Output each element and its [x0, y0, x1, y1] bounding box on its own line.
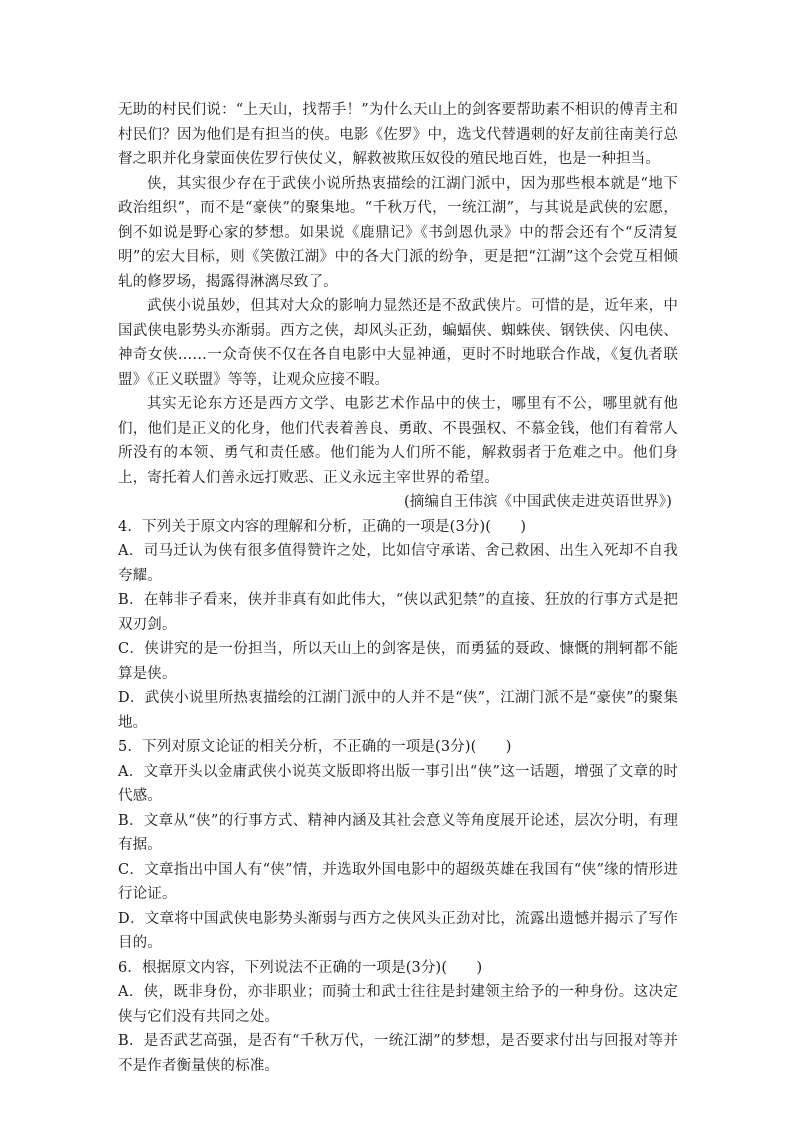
passage-paragraph-2: 侠，其实很少存在于武侠小说所热衷描绘的江湖门派中，因为那些根本就是“地下政治组织”，而不是“豪侠”的聚集地。“千秋万代，一统江湖”，与其说是武侠的宏愿，倒不如说是野心家的梦想。如果说《鹿鼎记》《书剑恩仇录》中的帮会还有个“反清复明”的宏大目标，则《笑傲江湖》中的各大门派的纷争，更是把“江湖”这个会党互相倾轧的修罗场，揭露得淋漓尽致了。	[118, 175, 678, 290]
question-6	[118, 956, 678, 1079]
question-6-option-a: A．侠，既非身份，亦非职业；而骑士和武士往往是封建领主给予的一种身份。这决定侠与它们没有共同之处。	[118, 984, 678, 1025]
question-4-option-c: C．侠讲究的是一份担当，所以天山上的剑客是侠，而勇猛的聂政、慷慨的荆轲都不能算是侠。	[118, 641, 678, 682]
question-6-option-b: B．是否武艺高强，是否有“千秋万代，一统江湖”的梦想，是否要求付出与回报对等并不是作者衡量侠的标准。	[118, 1033, 678, 1074]
question-5-option-c: C．文章指出中国人有“侠”情，并选取外国电影中的超级英雄在我国有“侠”缘的情形进行论证。	[118, 861, 678, 902]
passage-paragraph-3: 武侠小说虽妙，但其对大众的影响力显然还是不敌武侠片。可惜的是，近年来，中国武侠电影势头亦渐弱。西方之侠，却风头正劲，蝙蝠侠、蜘蛛侠、钢铁侠、闪电侠、神奇女侠……一众奇侠不仅在各自电影中大显神通，更时不时地联合作战，《复仇者联盟》《正义联盟》等等，让观众应接不暇。	[118, 298, 678, 388]
question-4-option-d: D．武侠小说里所热衷描绘的江湖门派中的人并不是“侠”，江湖门派不是“豪侠”的聚集地。	[118, 690, 678, 731]
passage-paragraph-1: 无助的村民们说：“上天山，找帮手！”为什么天山上的剑客要帮助素不相识的傅青主和村民们？因为他们是有担当的侠。电影《佐罗》中，选戈代替遇刺的好友前往南美行总督之职并化身蒙面侠佐罗行侠仗义，解救被欺压奴役的殖民地百姓，也是一种担当。	[118, 102, 678, 167]
question-5-option-a: A．文章开头以金庸武侠小说英文版即将出版一事引出“侠”这一话题，增强了文章的时代感。	[118, 763, 678, 804]
question-5-option-b: B．文章从“侠”的行事方式、精神内涵及其社会意义等角度展开论述，层次分明，有理有据。	[118, 812, 678, 853]
passage-source: (摘编自王伟滨《中国武侠走进英语世界》)	[403, 494, 672, 510]
question-5-stem: 5．下列对原文论证的相关分析，不正确的一项是(3分)( )	[118, 739, 512, 755]
question-5	[118, 735, 678, 956]
question-4	[118, 515, 678, 736]
passage-paragraph-4: 其实无论东方还是西方文学、电影艺术作品中的侠士，哪里有不公，哪里就有他们，他们是正义的化身，他们代表着善良、勇敢、不畏强权、不慕金钱，他们有着常人所没有的本领、勇气和责任感。他们能为人们所不能，解救弱者于危难之中。他们身上，寄托着人们善永远打败恶、正义永远主宰世界的希望。	[118, 396, 678, 486]
question-4-stem: 4．下列关于原文内容的理解和分析，正确的一项是(3分)( )	[118, 518, 527, 535]
question-4-option-a: A．司马迁认为侠有很多值得赞许之处，比如信守承诺、舍己救困、出生入死却不自我夸耀。	[118, 543, 678, 584]
question-4-option-b: B．在韩非子看来，侠并非真有如此伟大，“侠以武犯禁”的直接、狂放的行事方式是把双刃剑。	[118, 592, 678, 633]
question-5-option-d: D．文章将中国武侠电影势头渐弱与西方之侠风头正劲对比，流露出遗憾并揭示了写作目的。	[118, 910, 678, 951]
document-body	[118, 98, 678, 1078]
question-6-stem: 6．根据原文内容，下列说法不正确的一项是(3分)( )	[118, 959, 483, 976]
